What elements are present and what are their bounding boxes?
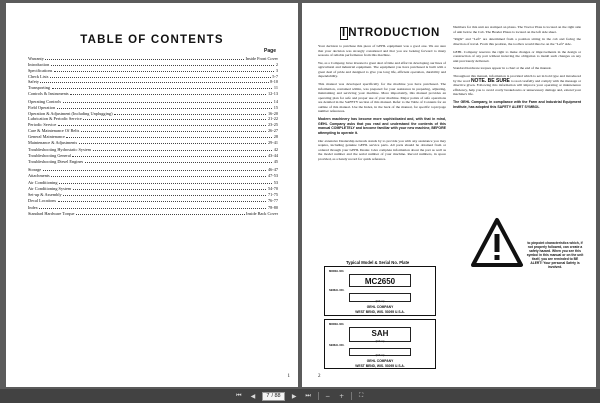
intro-title-rest: NTRODUCTION (348, 27, 440, 39)
toc-entry-page: Inside Front Cover (245, 55, 278, 61)
plate-model-box (349, 327, 411, 342)
toc-entry-label: Check Lists (28, 73, 49, 79)
safety-alert-text: to pinpoint characteristics which, if not properly followed, can create a safety hazard. When you see this symbol in this manual or on the unit itself, you are reminded to BE ALERT! Your personal Safety is involved. (526, 241, 584, 269)
total-pages: / 88 (271, 393, 281, 399)
toc-entry[interactable] (28, 172, 278, 178)
toc-entry-page: 3 (275, 67, 278, 73)
toc-entry-label: General Maintenance (28, 134, 65, 140)
toc-leader-dots (58, 125, 267, 126)
toc-entry-label: Set-up & Assembly (28, 191, 62, 197)
plate-model-label: MODEL NO. (329, 323, 345, 326)
plate-model-box (349, 274, 411, 287)
intro-column-left (318, 44, 446, 165)
page-number-left: 1 (287, 374, 290, 379)
toc-entry-label: Air Conditioning (28, 180, 58, 186)
plate-address: WEST BEND, WIS. 53095 U.S.A. (355, 310, 405, 314)
plate-fillin: (Fill in) (375, 298, 385, 303)
toc-entry-page: 76-77 (267, 197, 278, 203)
current-page-input[interactable]: 7 (266, 393, 270, 399)
intro-paragraph: This manual was developed specifically for the machine you have purchased. The information, contained within, was prepared for your assistance in preparing, adjusting, maintaining and servicing your machine. More importantly, this manual provides an operating plan for safe and proper use of your machine. Major points of safe operations are detailed in the SAFETY section of this manual. Refer to the Table of Contents for an outline of this manual. Use the Index, in the back of the manual, for specific topic/page number references. (318, 82, 446, 114)
intro-paragraph: "Right" and "Left" are determined from a position sitting in the cab and facing the direction of travel. From this position, the toolbox would thus be on the "Left" side. (453, 37, 581, 46)
toc-leader-dots (73, 189, 267, 190)
intro-column-right (453, 25, 581, 112)
plate-company: GEHL COMPANY (366, 358, 394, 363)
intro-dealer-paragraph: Our extensive Dealership network stands by to provide you with any assistance you may require, including genuine GEHL service parts. All parts should be obtained from or ordered through your GEHL Dealer. Give complete information about the part as well as the model number and the serial number of your machine. Record numbers, in space provided, as a handy record for quick reference. (318, 138, 446, 161)
toc-entry-label: Attachments (28, 172, 50, 178)
toc-leader-dots (70, 94, 266, 95)
page-right (302, 3, 596, 387)
toc-leader-dots (45, 59, 244, 60)
page-number-right: 2 (318, 374, 321, 379)
toc-leader-dots (76, 214, 245, 215)
toc-entry-page: Inside Back Cover (246, 211, 278, 217)
toc-leader-dots (63, 195, 266, 196)
toc-entry-label: Transporting (28, 85, 51, 91)
note-word: NOTE. BE SURE (470, 77, 510, 84)
toc-entry-label: Air Conditioning System (28, 185, 72, 191)
toolbar-divider (318, 392, 319, 400)
toc-entry-label: Index (28, 205, 38, 211)
toc-entry-label: Operation & Adjustment (Including Unplugging) (28, 110, 113, 116)
toc-entry-label: Field Operation (28, 104, 56, 110)
toc-entry-label: Troubleshooting Diesel Engines (28, 159, 84, 165)
note-paragraph-end: to read carefully and comply with the message or directive given. Following this information will improve your operating or maintenance efficiency, help you to avoid costly breakdowns or unnecessary damage and, extend your machine's life. (453, 78, 581, 97)
toc-entry-page: 26-27 (267, 128, 278, 134)
toc-entry-page: 29-41 (267, 139, 278, 145)
toc-entry[interactable] (28, 158, 278, 164)
toc-leader-dots (54, 71, 275, 72)
toc-page-header: Page (264, 48, 276, 54)
plate-company: GEHL COMPANY (366, 305, 394, 309)
note-paragraph (453, 74, 581, 97)
intro-paragraph: Standard hardware torques appear in a chart at the end of the manual. (453, 66, 552, 71)
toc-entry-label: Lubrication & Periodic Service (28, 116, 82, 122)
toc-entry-label: Troubleshooting Hydrostatic System (28, 147, 92, 153)
toc-entry-page: 12-13 (267, 91, 278, 97)
toc-entry-label: Troubleshooting General (28, 153, 71, 159)
toc-entry[interactable] (28, 197, 278, 203)
intro-bold-paragraph: Modern machinery has become more sophisticated and, with that in mind, GEHL Company asks that you read and understand the contents of this manual COMPLETELY and become familiar with your new machine, BEFORE attempting to operate it. (318, 117, 446, 135)
plate-model-label: MODEL NO. (329, 270, 345, 273)
first-page-icon[interactable]: ⏮ (236, 392, 242, 399)
toc-entry[interactable] (28, 210, 278, 216)
toc-entry-label: Specifications (28, 67, 53, 73)
toc-entry-page: 2 (275, 61, 278, 67)
toc-leader-dots (51, 176, 266, 177)
plates-title: Typical Model & Serial No. Plate (346, 260, 410, 265)
plate-address: WEST BEND, WIS. 53095 U.S.A. (355, 363, 405, 368)
viewer-toolbar (0, 389, 600, 403)
plate-serial-box (349, 293, 411, 302)
toc-entry-page: 5-7 (272, 73, 278, 79)
toc-leader-dots (63, 102, 273, 103)
toc-entry-page: 78-80 (267, 205, 278, 211)
toc-leader-dots (43, 170, 267, 171)
intro-title-cap: I (342, 27, 346, 39)
toc-leader-dots (79, 143, 267, 144)
plate-model-value: MC2650 (364, 277, 396, 286)
toc-entry-page: 46-47 (267, 166, 278, 172)
toc-entry-page: 16-20 (267, 110, 278, 116)
toc-entry-page: 71-75 (267, 191, 278, 197)
toc-entry-label: Operating Controls (28, 98, 62, 104)
toc-entry-page: 47-53 (267, 172, 278, 178)
model-serial-plate (324, 319, 436, 369)
plate-serial-box (349, 348, 411, 356)
toc-leader-dots (93, 150, 273, 151)
intro-paragraph: Numbers for this unit are stamped on plates. The Tractor Plate is located on the right side of unit below the Cab. The Header Plates is located on the left side sheet. (453, 25, 581, 34)
toc-leader-dots (58, 201, 267, 202)
toc-leader-dots (40, 82, 268, 83)
intro-paragraph: We, as a Company, have invested a great deal of time and effort in developing our lines of agricultural and industrial equipment. The equipment you have purchased is built with a great deal of pride and designed to give you long life, efficient operation, durability and dependability. (318, 60, 446, 79)
model-serial-plate (324, 266, 436, 316)
toc-entry-page: 53 (273, 180, 278, 186)
last-page-icon[interactable]: ⏭ (305, 392, 311, 399)
toc-leader-dots (85, 162, 272, 163)
fullscreen-icon[interactable]: ⛶ (359, 392, 364, 399)
safety-alert-icon (470, 217, 524, 269)
toc-leader-dots (51, 65, 275, 66)
toc-entry-label: Standard Hardware Torque (28, 211, 75, 217)
page-indicator[interactable] (262, 392, 284, 401)
toc-entry-page: 54-70 (267, 185, 278, 191)
toc-entry-label: Warranty (28, 55, 44, 61)
toc-leader-dots (52, 88, 273, 89)
toc-leader-dots (57, 108, 273, 109)
plate-serial-label: SERIAL NO. (329, 344, 345, 347)
toc-entry-page: 28 (273, 134, 278, 140)
toc-entry-label: Periodic Service (28, 122, 57, 128)
toc-entry-label: Storage (28, 166, 42, 172)
zoom-in-icon[interactable]: + (339, 392, 345, 400)
prev-page-icon[interactable]: ◀ (250, 392, 256, 400)
toc-entry-page: 23-25 (267, 122, 278, 128)
intro-title (340, 27, 440, 40)
toc-leader-dots (83, 119, 266, 120)
intro-paragraph: GEHL Company reserves the right to make changes or improvements in the design or construction of any part without incurring the obligation to install such changes on any unit previously delivered. (453, 49, 581, 63)
toc-entry[interactable] (28, 90, 278, 96)
toc-entry-page: 43-44 (267, 153, 278, 159)
toc-leader-dots (81, 131, 267, 132)
intro-paragraph: Your decision to purchase this piece of GEHL equipment was a good one. We are sure that your decision was strongly considered and that you are looking forward to many seasons of reliable performance from this machine. (318, 44, 446, 58)
toc-leader-dots (59, 183, 272, 184)
toc-entry-page: 15 (273, 104, 278, 110)
page-left (6, 3, 298, 387)
toolbar-divider (351, 392, 352, 400)
plate-model-value: SAH (371, 329, 389, 338)
toc-leader-dots (66, 137, 272, 138)
toc-entry-page: 11 (273, 85, 278, 91)
toc-leader-dots (72, 156, 266, 157)
toc-title: TABLE OF CONTENTS (80, 34, 224, 46)
zoom-out-icon[interactable]: − (325, 392, 331, 400)
note-paragraph-start: Throughout this manual, information is provided which is set in bold type and introduced by the word (453, 74, 581, 83)
toc-entry-page: 45 (273, 159, 278, 165)
next-page-icon[interactable]: ▶ (291, 392, 297, 400)
plate-serial-label: SERIAL NO. (329, 289, 345, 292)
alert-paragraph: The GEHL Company, in compliance with the Farm and Industrial Equipment Institute, has adopted this SAFETY ALERT SYMBOL (453, 100, 581, 109)
toc-entry-page: 8-10 (270, 79, 278, 85)
toc-entry-page: 14 (273, 98, 278, 104)
toc-entry-label: Safety (28, 79, 39, 85)
toc-entry-label: Introduction (28, 61, 50, 67)
toc-entry-label: Controls & Instruments (28, 91, 69, 97)
toc-entry-page: 42 (273, 147, 278, 153)
toc-leader-dots (50, 77, 271, 78)
toc-entry[interactable] (28, 139, 278, 145)
toc-entry-label: Care & Maintenance Of Belts (28, 128, 80, 134)
plate-fillin: (Fill in) (375, 352, 385, 357)
toc-entry-label: Decal Locations (28, 197, 57, 203)
toc-list (28, 55, 278, 216)
toc-leader-dots (114, 114, 266, 115)
plate-fillin-top: (Fill in) (375, 338, 385, 343)
toc-entry-label: Maintenance & Adjustments (28, 139, 78, 145)
toc-leader-dots (39, 208, 266, 209)
toc-entry-page: 21-22 (267, 116, 278, 122)
